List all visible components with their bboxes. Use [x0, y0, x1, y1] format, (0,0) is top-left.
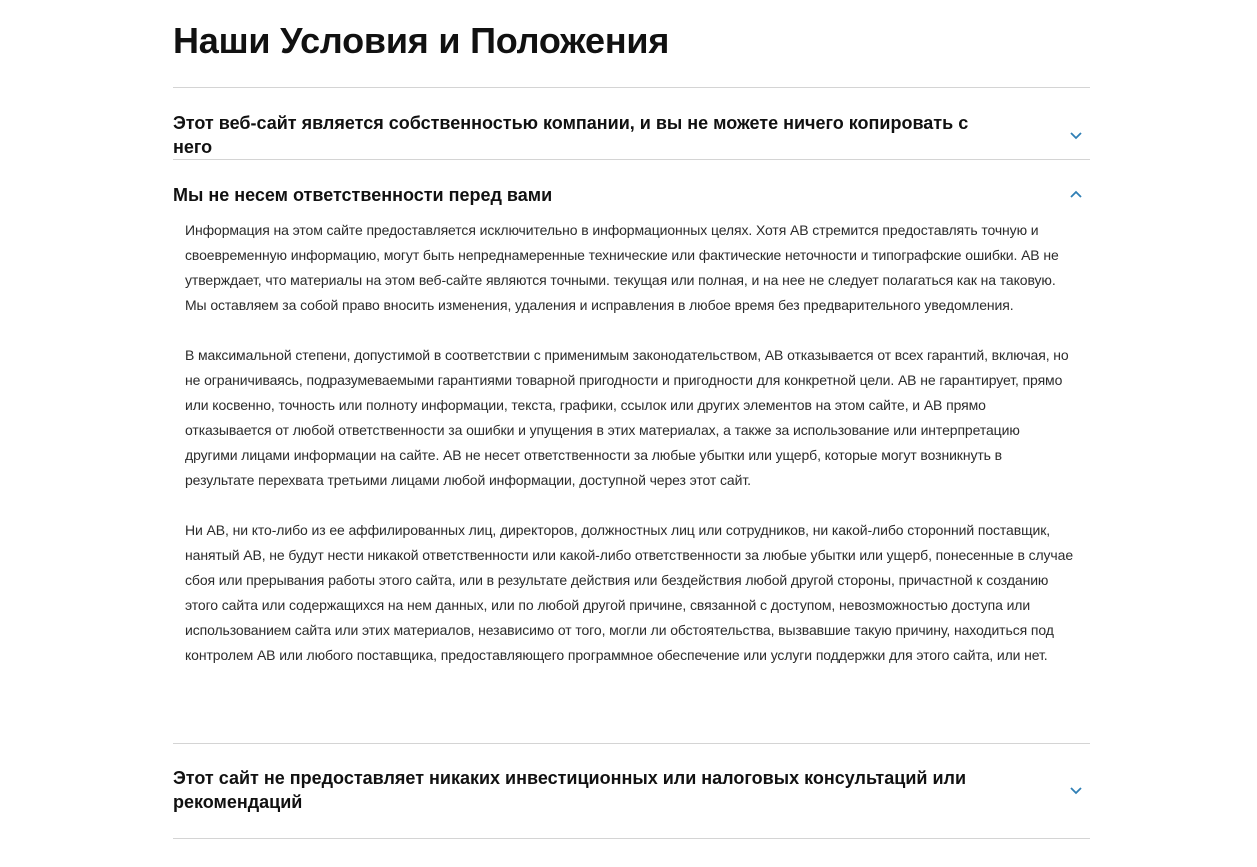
accordion-title: Мы не несем ответственности перед вами — [173, 185, 553, 205]
divider — [173, 743, 1090, 744]
accordion-panel-liability — [185, 218, 1075, 693]
paragraph: В максимальной степени, допустимой в соответствии с применимым законодательством, АВ отказывается от всех гарантий, включая, но не ограничиваясь, подразумеваемыми гарантиями товарной пригодности и пригодности для конкретной цели. АВ не гарантирует, прямо или косвенно, точность или полноту информации, текста, графики, ссылок или других элементов на этом сайте, и АВ прямо отказывается от любой ответственности за ошибки и упущения в этих материалах, а также за использование или интерпретацию другими лицами информации на сайте. АВ не несет ответственности за любые убытки или ущерб, которые могут возникнуть в результате перехвата третьими лицами любой информации, доступной через этот сайт. — [185, 347, 1069, 488]
accordion-title: Этот сайт не предоставляет никаких инвестиционных или налоговых консультаций или рекомендаций — [173, 768, 967, 812]
chevron-down-icon[interactable] — [1069, 130, 1083, 140]
divider — [173, 87, 1090, 88]
divider — [173, 159, 1090, 160]
chevron-up-icon[interactable] — [1069, 190, 1083, 200]
accordion-title: Этот веб-сайт является собственностью компании, и вы не можете ничего копировать с него — [173, 113, 969, 157]
paragraph: Ни АВ, ни кто-либо из ее аффилированных лиц, директоров, должностных лиц или сотрудников, ни какой-либо сторонний поставщик, нанятый АВ, не будут нести никакой ответственности или какой-либо ответственности за любые убытки или ущерб, понесенные в случае сбоя или прерывания работы этого сайта, или в результате действия или бездействия любой другой стороны, причастной к созданию этого сайта или содержащихся на нем данных, или по любой другой причине, связанной с доступом, невозможностью доступа или использованием сайта или этих материалов, независимо от того, могли ли обстоятельства, вызвавшие такую причину, находиться под контролем АВ или любого поставщика, предоставляющего программное обеспечение или услуги поддержки для этого сайта, или нет. — [185, 522, 1073, 663]
paragraph: Информация на этом сайте предоставляется исключительно в информационных целях. Хотя АВ стремится предоставлять точную и своевременную информацию, могут быть непреднамеренные технические или фактические неточности и типографские ошибки. АВ не утверждает, что материалы на этом веб-сайте являются точными. текущая или полная, и на нее не следует полагаться как на таковую. Мы оставляем за собой право вносить изменения, удаления и исправления в любое время без предварительного уведомления. — [185, 222, 1059, 313]
accordion-header-investment[interactable] — [173, 766, 1090, 814]
divider — [173, 838, 1090, 839]
accordion-header-copyright[interactable] — [173, 111, 1090, 159]
chevron-down-icon[interactable] — [1069, 785, 1083, 795]
page-title: Наши Условия и Положения — [173, 20, 670, 61]
accordion-header-liability[interactable] — [173, 183, 1090, 207]
